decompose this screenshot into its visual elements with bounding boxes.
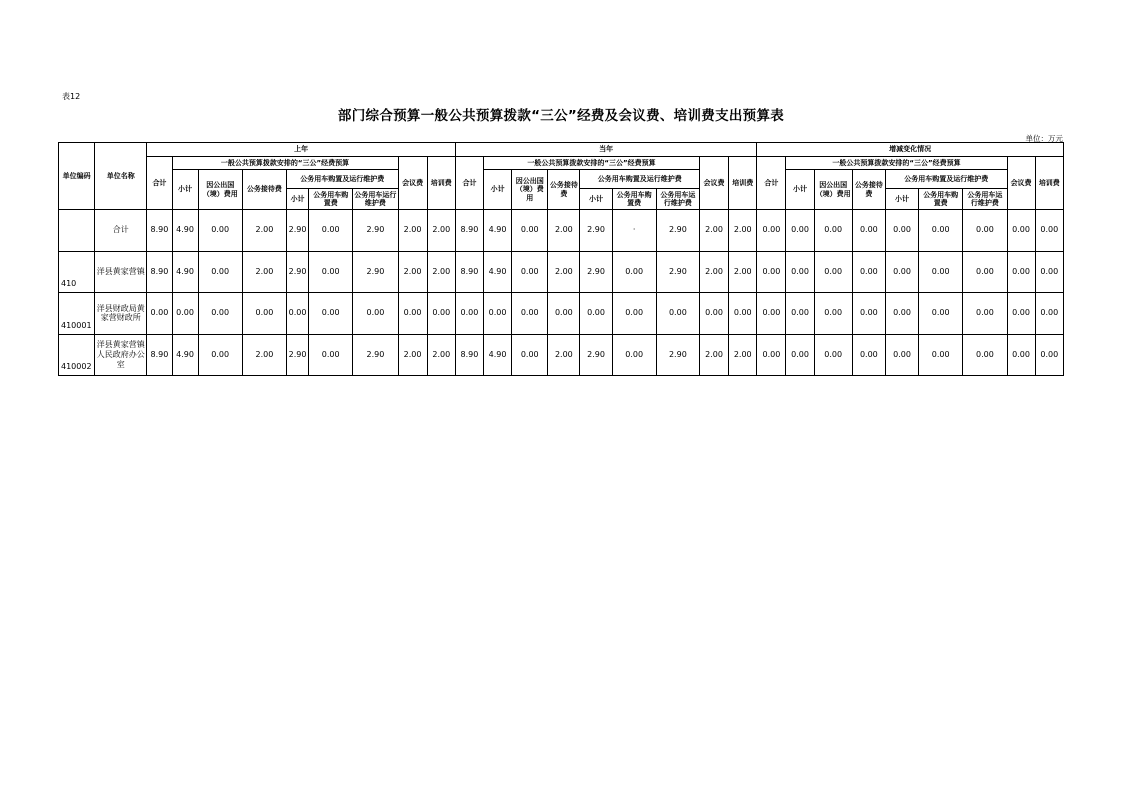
row-value: 2.90: [287, 210, 309, 252]
row-value: 0.00: [814, 251, 852, 293]
header-total: 合计: [757, 157, 786, 210]
row-value: 0.00: [484, 293, 512, 335]
row-value: 8.90: [147, 334, 172, 376]
header-vehicle-fee: 公务用车购置及运行维护费: [580, 170, 700, 189]
row-unit-code: 410001: [59, 293, 95, 335]
row-value: 0.00: [852, 334, 885, 376]
row-value: 0.00: [1035, 334, 1063, 376]
row-value: 0.00: [656, 293, 699, 335]
row-value: 2.90: [353, 251, 398, 293]
row-value: 4.90: [172, 210, 198, 252]
header-vehicle-fee: 公务用车购置及运行维护费: [885, 170, 1007, 189]
header-vehicle-subtotal: 小计: [287, 189, 309, 210]
row-value: 0.00: [885, 334, 918, 376]
row-unit-name: 洋县黄家营镇人民政府办公室: [95, 334, 147, 376]
row-value: 0.00: [919, 293, 963, 335]
row-value: 4.90: [484, 334, 512, 376]
header-abroad-fee: 因公出国（境）费用: [198, 170, 242, 210]
row-value: 0.00: [729, 293, 757, 335]
row-value: 0.00: [786, 293, 814, 335]
row-value: 0.00: [814, 293, 852, 335]
header-row: [59, 157, 1064, 170]
row-value: 0.00: [198, 210, 242, 252]
header-group: 当年: [455, 143, 756, 157]
row-value: 0.00: [757, 293, 786, 335]
row-value: 2.00: [699, 210, 728, 252]
header-row: [59, 170, 1064, 189]
row-value: 8.90: [147, 251, 172, 293]
row-value: ·: [612, 210, 656, 252]
row-unit-name: 洋县黄家营镇: [95, 251, 147, 293]
row-value: 2.00: [699, 251, 728, 293]
row-value: 2.90: [656, 251, 699, 293]
header-row: [59, 143, 1064, 157]
row-value: 2.00: [548, 210, 580, 252]
row-value: 0.00: [1035, 293, 1063, 335]
row-value: 0.00: [919, 210, 963, 252]
row-value: 2.00: [242, 334, 286, 376]
row-value: 0.00: [757, 251, 786, 293]
row-value: 0.00: [852, 210, 885, 252]
row-value: 0.00: [963, 334, 1007, 376]
row-value: 0.00: [885, 210, 918, 252]
row-value: 0.00: [757, 210, 786, 252]
row-value: 0.00: [1035, 210, 1063, 252]
row-value: 0.00: [580, 293, 612, 335]
row-value: 8.90: [147, 210, 172, 252]
row-value: 2.00: [398, 251, 427, 293]
row-value: 4.90: [484, 251, 512, 293]
header-subtotal: 小计: [484, 170, 512, 210]
row-value: 0.00: [512, 210, 548, 252]
row-value: 0.00: [309, 210, 353, 252]
header-abroad-fee: 因公出国（境）费用: [512, 170, 548, 210]
header-meeting-fee: 会议费: [1007, 157, 1035, 210]
row-value: 0.00: [612, 293, 656, 335]
row-value: 0.00: [427, 293, 455, 335]
row-value: 0.00: [1035, 251, 1063, 293]
row-unit-name: 洋县财政局黄家营财政所: [95, 293, 147, 335]
row-value: 4.90: [172, 334, 198, 376]
row-value: 2.00: [398, 334, 427, 376]
row-value: 0.00: [814, 210, 852, 252]
row-value: 0.00: [919, 334, 963, 376]
header-vehicle-operation: 公务用车运行维护费: [963, 189, 1007, 210]
header-training-fee: 培训费: [1035, 157, 1063, 210]
header-total: 合计: [147, 157, 172, 210]
row-unit-code: 410002: [59, 334, 95, 376]
row-value: 0.00: [309, 251, 353, 293]
header-sangong-budget: 一般公共预算拨款安排的“三公”经费预算: [172, 157, 398, 170]
row-value: 0.00: [198, 334, 242, 376]
row-value: 2.00: [398, 210, 427, 252]
header-vehicle-subtotal: 小计: [885, 189, 918, 210]
row-value: 0.00: [1007, 293, 1035, 335]
header-vehicle-subtotal: 小计: [580, 189, 612, 210]
row-value: 0.00: [353, 293, 398, 335]
header-unit-code: 单位编码: [59, 143, 95, 210]
row-value: 0.00: [612, 334, 656, 376]
row-value: 2.90: [656, 334, 699, 376]
row-value: 2.90: [287, 334, 309, 376]
row-value: 2.90: [580, 334, 612, 376]
row-value: 0.00: [242, 293, 286, 335]
header-vehicle-purchase: 公务用车购置费: [919, 189, 963, 210]
row-value: 2.00: [699, 334, 728, 376]
header-reception-fee: 公务接待费: [852, 170, 885, 210]
document-title: 部门综合预算一般公共预算拨款“三公”经费及会议费、培训费支出预算表: [337, 108, 785, 124]
row-value: 2.00: [548, 251, 580, 293]
row-value: 0.00: [814, 334, 852, 376]
row-value: 0.00: [512, 334, 548, 376]
row-value: 2.00: [242, 210, 286, 252]
table-number: 表12: [62, 92, 81, 101]
row-value: 0.00: [885, 251, 918, 293]
row-value: 0.00: [198, 293, 242, 335]
header-subtotal: 小计: [786, 170, 814, 210]
row-value: 0.00: [786, 251, 814, 293]
header-training-fee: 培训费: [427, 157, 455, 210]
row-unit-code: [59, 210, 95, 252]
header-vehicle-operation: 公务用车运行维护费: [353, 189, 398, 210]
header-sangong-budget: 一般公共预算拨款安排的“三公”经费预算: [484, 157, 700, 170]
row-value: 0.00: [963, 210, 1007, 252]
header-unit-name: 单位名称: [95, 143, 147, 210]
row-value: 8.90: [455, 251, 483, 293]
row-value: 0.00: [147, 293, 172, 335]
row-value: 0.00: [786, 334, 814, 376]
row-value: 2.00: [729, 334, 757, 376]
header-reception-fee: 公务接待费: [242, 170, 286, 210]
header-abroad-fee: 因公出国（境）费用: [814, 170, 852, 210]
header-vehicle-operation: 公务用车运行维护费: [656, 189, 699, 210]
row-value: 0.00: [512, 251, 548, 293]
row-value: 0.00: [1007, 334, 1035, 376]
row-value: 0.00: [852, 293, 885, 335]
header-sangong-budget: 一般公共预算拨款安排的“三公”经费预算: [786, 157, 1007, 170]
header-training-fee: 培训费: [729, 157, 757, 210]
header-meeting-fee: 会议费: [699, 157, 728, 210]
row-value: 2.90: [353, 210, 398, 252]
row-value: 8.90: [455, 210, 483, 252]
row-value: 2.90: [580, 210, 612, 252]
row-value: 0.00: [699, 293, 728, 335]
table-row: [59, 293, 1064, 335]
row-value: 0.00: [512, 293, 548, 335]
row-value: 0.00: [309, 334, 353, 376]
row-value: 2.00: [729, 210, 757, 252]
row-value: 4.90: [172, 251, 198, 293]
row-value: 0.00: [919, 251, 963, 293]
row-value: 2.90: [580, 251, 612, 293]
row-unit-code: 410: [59, 251, 95, 293]
row-value: 2.00: [242, 251, 286, 293]
budget-table: [58, 142, 1064, 376]
row-value: 4.90: [484, 210, 512, 252]
row-value: 2.00: [427, 334, 455, 376]
row-value: 0.00: [1007, 210, 1035, 252]
row-value: 2.00: [427, 251, 455, 293]
header-group: 上年: [147, 143, 456, 157]
header-meeting-fee: 会议费: [398, 157, 427, 210]
header-vehicle-fee: 公务用车购置及运行维护费: [287, 170, 399, 189]
header-vehicle-purchase: 公务用车购置费: [612, 189, 656, 210]
row-value: 0.00: [398, 293, 427, 335]
row-value: 0.00: [548, 293, 580, 335]
row-value: 2.90: [353, 334, 398, 376]
table-body: [59, 210, 1064, 376]
row-value: 0.00: [1007, 251, 1035, 293]
header-reception-fee: 公务接待费: [548, 170, 580, 210]
row-value: 0.00: [757, 334, 786, 376]
row-value: 8.90: [455, 334, 483, 376]
row-value: 0.00: [963, 293, 1007, 335]
row-value: 2.00: [548, 334, 580, 376]
row-value: 2.00: [729, 251, 757, 293]
row-value: 0.00: [786, 210, 814, 252]
row-unit-name: 合计: [95, 210, 147, 252]
table-row: [59, 334, 1064, 376]
header-subtotal: 小计: [172, 170, 198, 210]
header-vehicle-purchase: 公务用车购置费: [309, 189, 353, 210]
unit-label: 单位：万元: [1025, 134, 1063, 143]
row-value: 0.00: [198, 251, 242, 293]
row-value: 0.00: [172, 293, 198, 335]
table-header: [59, 143, 1064, 210]
row-value: 2.90: [287, 251, 309, 293]
table-row: [59, 251, 1064, 293]
header-total: 合计: [455, 157, 483, 210]
row-value: 0.00: [852, 251, 885, 293]
row-value: 0.00: [309, 293, 353, 335]
header-group: 增减变化情况: [757, 143, 1064, 157]
row-value: 0.00: [612, 251, 656, 293]
table-row: [59, 210, 1064, 252]
row-value: 0.00: [455, 293, 483, 335]
row-value: 0.00: [963, 251, 1007, 293]
row-value: 2.00: [427, 210, 455, 252]
row-value: 0.00: [885, 293, 918, 335]
row-value: 2.90: [656, 210, 699, 252]
row-value: 0.00: [287, 293, 309, 335]
